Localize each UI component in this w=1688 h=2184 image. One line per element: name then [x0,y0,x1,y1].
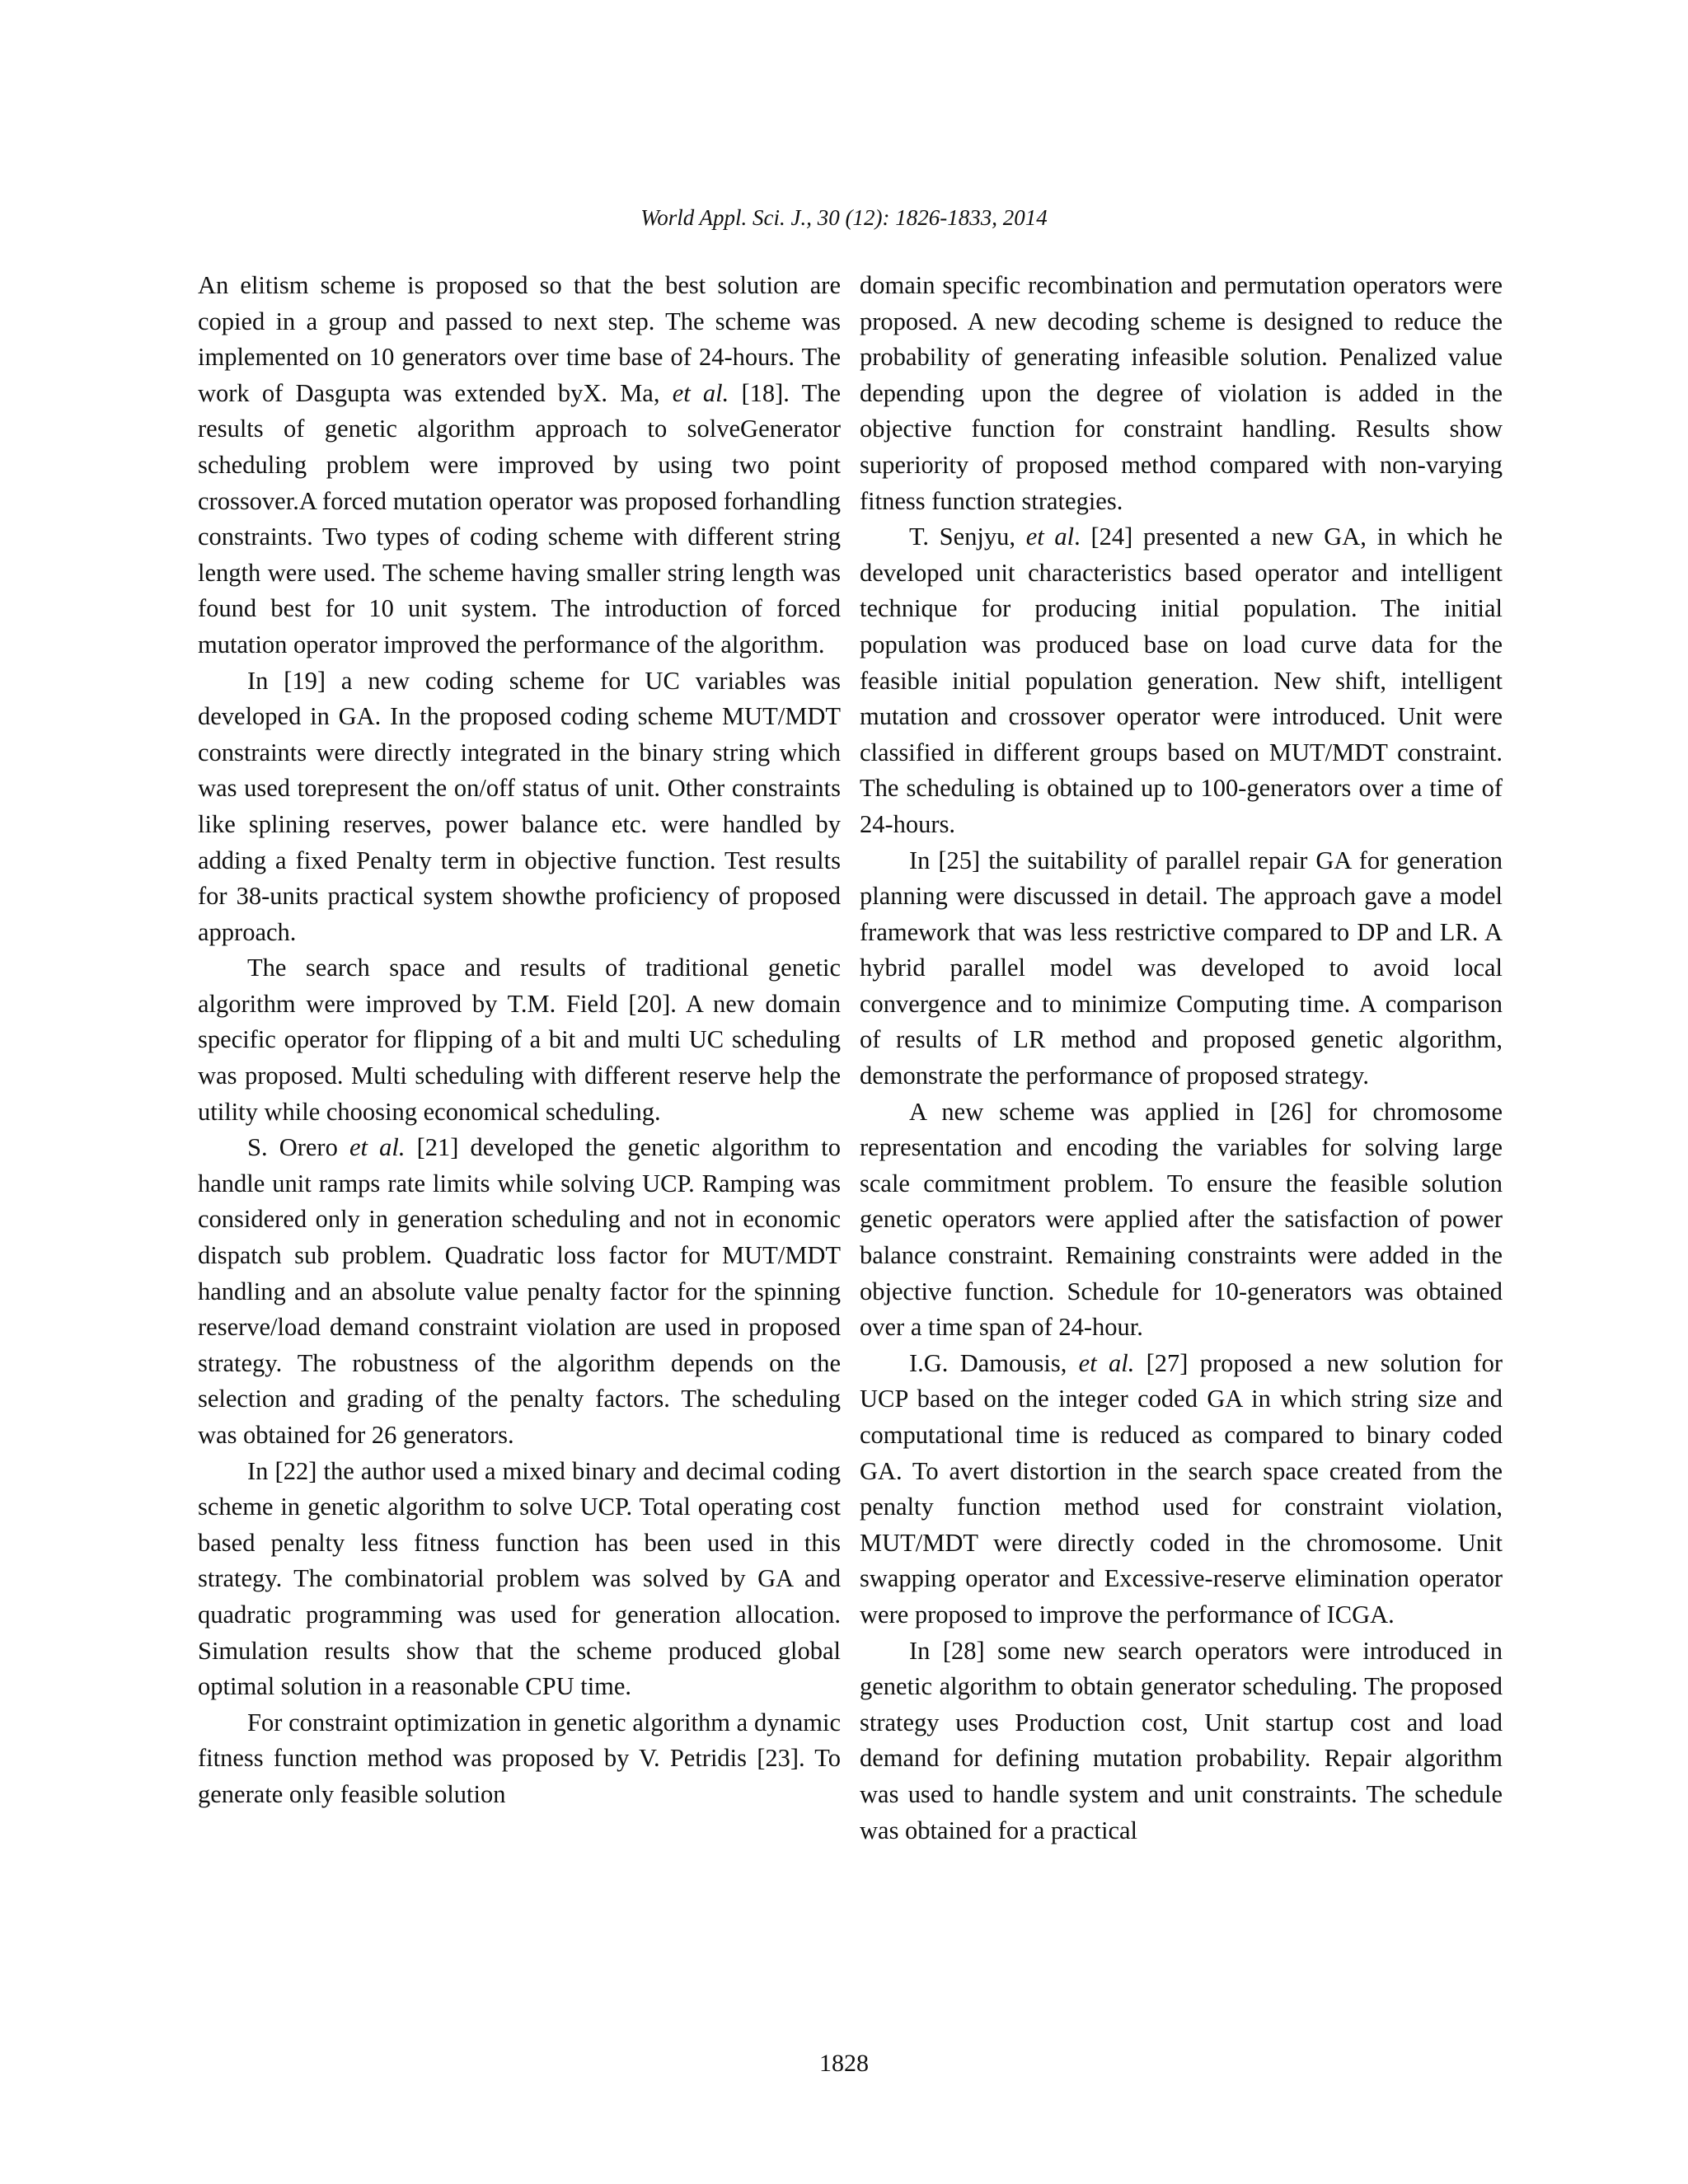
paragraph-text: An elitism scheme is proposed so that the best solution are copied in a group and passed to next step. The scheme was implemented on 10 generators over time base of 24-hours. The work of Dasgupta was extended byX. Ma, [198,271,841,407]
paragraph-text: [18]. The results of genetic algorithm approach to solveGenerator scheduling problem were improved by using two point crossover.A forced mutation operator was proposed forhandling constraints. Two types of coding scheme with different string length were used. The scheme having smaller string length was found best for 10 unit system. The introduction of forced mutation operator improved the performance of the algorithm. [198,378,841,658]
italic-text: et al. [1078,1348,1135,1377]
running-head: World Appl. Sci. J., 30 (12): 1826-1833, 2014 [640,205,1048,230]
paragraph-text: domain specific recombination and permutation operators were proposed. A new decoding scheme is designed to reduce the probability of generating infeasible solution. Penalized value depending upon the degree of violation is added in the objective function for constraint handling. Results show superiority of proposed method compared with non-varying fitness function strategies. [860,271,1503,515]
paragraph-text: In [25] the suitability of parallel repair GA for generation planning were discussed in detail. The approach gave a model framework that was less restrictive compared to DP and LR. A hybrid parallel model was developed to avoid local convergence and to minimize Computing time. A comparison of results of LR method and proposed genetic algorithm, demonstrate the performance of proposed strategy. [860,846,1503,1090]
paragraph-text: S. Orero [247,1133,349,1162]
paragraph-text: In [28] some new search operators were introduced in genetic algorithm to obtain generator scheduling. The proposed strategy uses Production cost, Unit startup cost and load demand for defining mutation probability. Repair algorithm was used to handle system and unit constraints. The schedule was obtained for a practical [860,1636,1503,1844]
paragraph [198,1130,841,1453]
paragraph-text: For constraint optimization in genetic algorithm a dynamic fitness function method was proposed by V. Petridis [23]. To generate only feasible solution [198,1708,841,1808]
right-column [860,268,1503,1849]
italic-text: et al. [349,1133,406,1162]
paragraph [198,663,841,951]
page-number: 1828 [819,2050,869,2077]
paragraph-text: [27] proposed a new solution for UCP based on the integer coded GA in which string size and computational time is reduced as compared to binary coded GA. To avert distortion in the search space created from the penalty function method used for constraint violation, MUT/MDT were directly coded in the chromosome. Unit swapping operator and Excessive-reserve elimination operator were proposed to improve the performance of ICGA. [860,1348,1503,1629]
paragraph [198,1705,841,1813]
left-column [198,268,841,1813]
paragraph-text: The search space and results of traditional genetic algorithm were improved by T.M. Field [20]. A new domain specific operator for flipping of a bit and multi UC scheduling was proposed. Multi scheduling with different reserve help the utility while choosing economical scheduling. [198,954,841,1126]
paragraph [198,268,841,663]
paragraph-text: I.G. Damousis, [909,1348,1079,1377]
paragraph [860,519,1503,842]
italic-text: et al [1025,523,1075,551]
paragraph-text: [21] developed the genetic algorithm to handle unit ramps rate limits while solving UCP. Ramping was considered only in generation scheduling and not in economic dispatch sub problem. Quadratic loss factor for MUT/MDT handling and an absolute value penalty factor for the spinning reserve/load demand constraint violation are used in proposed strategy. The robustness of the algorithm depends on the selection and grading of the penalty factors. The scheduling was obtained for 26 generators. [198,1133,841,1449]
paragraph [198,1454,841,1705]
paragraph-text: In [19] a new coding scheme for UC variables was developed in GA. In the proposed coding scheme MUT/MDT constraints were directly integrated in the binary string which was used torepresent the on/off status of unit. Other constraints like splining reserves, power balance etc. were handled by adding a fixed Penalty term in objective function. Test results for 38-units practical system showthe proficiency of proposed approach. [198,666,841,946]
paragraph [860,843,1503,1094]
paragraph [860,268,1503,519]
paragraph [860,1633,1503,1849]
paragraph-text: . [24] presented a new GA, in which he developed unit characteristics based operator and intelligent technique for producing initial population. The initial population was produced base on load curve data for the feasible initial population generation. New shift, intelligent mutation and crossover operator were introduced. Unit were classified in different groups based on MUT/MDT constraint. The scheduling is obtained up to 100-generators over a time of 24-hours. [860,523,1503,838]
italic-text: et al. [672,378,729,407]
paragraph-text: A new scheme was applied in [26] for chromosome representation and encoding the variables for solving large scale commitment problem. To ensure the feasible solution genetic operators were applied after the satisfaction of power balance constraint. Remaining constraints were added in the objective function. Schedule for 10-generators was obtained over a time span of 24-hour. [860,1097,1503,1342]
paragraph [198,950,841,1130]
paragraph [860,1346,1503,1633]
paragraph-text: T. Senjyu, [909,523,1026,551]
paragraph-text: In [22] the author used a mixed binary and decimal coding scheme in genetic algorithm to solve UCP. Total operating cost based penalty less fitness function has been used in this strategy. The combinatorial problem was solved by GA and quadratic programming was used for generation allocation. Simulation results show that the scheme produced global optimal solution in a reasonable CPU time. [198,1456,841,1701]
paragraph [860,1094,1503,1346]
